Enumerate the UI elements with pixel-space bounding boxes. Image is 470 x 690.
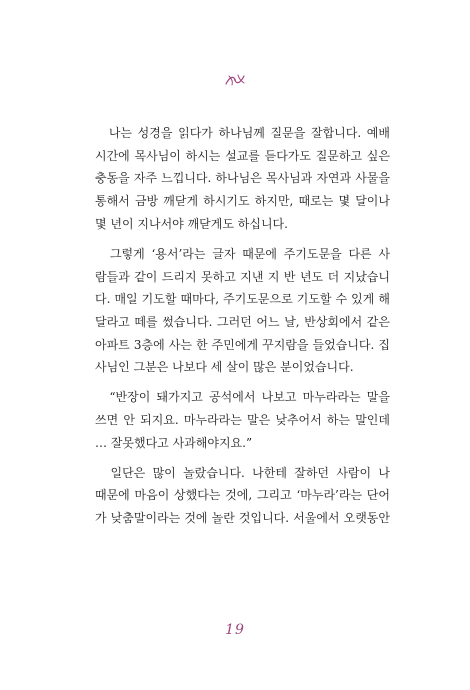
- body-text: [95, 122, 390, 530]
- text-line: 그렇게 ‘용서’라는 글자 때문에 주기도문을 다른 사: [95, 246, 390, 261]
- text-line: 달라고 떼를 썼습니다. 그러던 어느 날, 반상회에서 같은: [95, 314, 390, 329]
- text-line: 가 낮춤말이라는 것에 놀란 것입니다. 서울에서 오랫동안: [95, 511, 390, 526]
- text-line: 충동을 자주 느낍니다. 하나님은 목사님과 자연과 사물을: [95, 171, 390, 186]
- paragraph-4: [95, 462, 390, 530]
- ornament: [0, 72, 470, 91]
- text-line: 아파트 3층에 사는 한 주민에게 꾸지람을 들었습니다. 집: [95, 337, 390, 352]
- text-line: 쓰면 안 되지요. 마누라라는 말은 낮추어서 하는 말인데: [95, 413, 390, 428]
- paragraph-2: [95, 243, 390, 379]
- flourish-ornament-icon: [224, 72, 246, 91]
- text-line: 때문에 마음이 상했다는 것에, 그리고 ‘마누라’라는 단어: [95, 488, 390, 503]
- text-line: 일단은 많이 놀랐습니다. 나한테 잘하던 사람이 나: [95, 465, 390, 480]
- paragraph-3: [95, 386, 390, 454]
- text-line: 다. 매일 기도할 때마다, 주기도문으로 기도할 수 있게 해: [95, 292, 390, 307]
- text-line: 사님인 그분은 나보다 세 살이 많은 분이었습니다.: [95, 360, 354, 375]
- text-line: 시간에 목사님이 하시는 설교를 듣다가도 질문하고 싶은: [95, 148, 390, 163]
- paragraph-1: [95, 122, 390, 235]
- text-line: 몇 년이 지나서야 깨닫게도 하십니다.: [95, 216, 288, 231]
- text-line: 통해서 금방 깨닫게 하시기도 하지만, 때로는 몇 달이나: [95, 194, 390, 209]
- text-line: 람들과 같이 드리지 못하고 지낸 지 반 년도 더 지났습니: [95, 269, 390, 284]
- text-line: “반장이 돼가지고 공석에서 나보고 마누라라는 말을: [95, 390, 390, 405]
- text-line: … 잘못했다고 사과해야지요.”: [95, 435, 253, 450]
- page-number: 19: [225, 622, 245, 638]
- text-line: 나는 성경을 읽다가 하나님께 질문을 잘합니다. 예배: [95, 126, 390, 140]
